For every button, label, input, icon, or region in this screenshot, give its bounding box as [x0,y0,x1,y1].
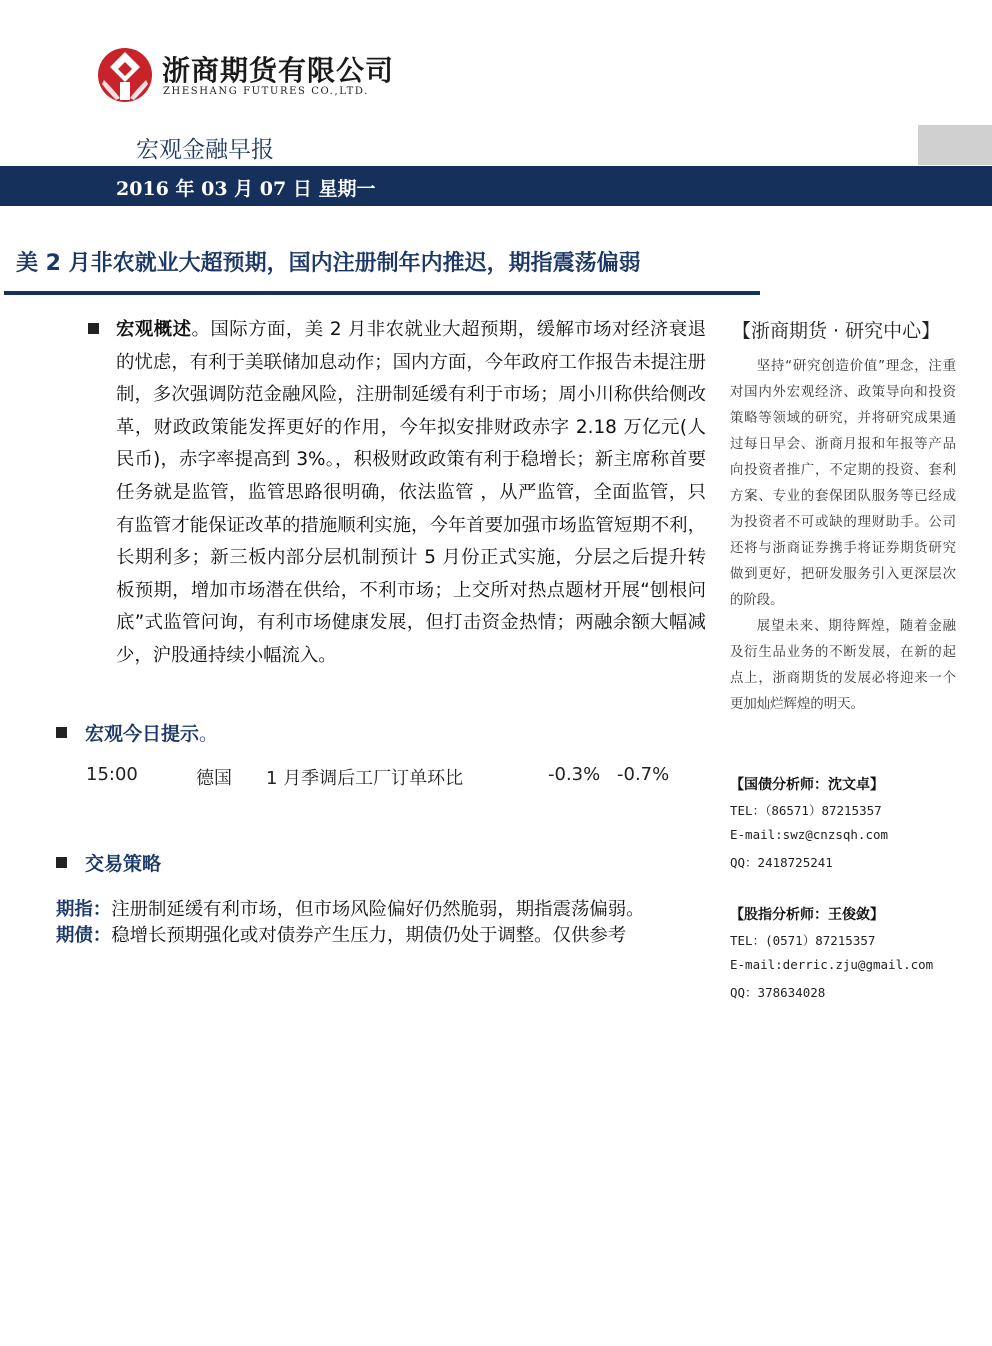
sidebar-paragraph: 展望未来、期待辉煌，随着金融及衍生品业务的不断发展，在新的起点上，浙商期货的发展必将迎来一个更加灿烂辉煌的明天。 [730,619,956,712]
calendar-row [0,764,700,792]
analyst-heading: 【国债分析师：沈文卓】 [730,777,884,793]
today-tips-suffix: 。 [199,723,219,745]
strategy-item [56,895,645,921]
headline: 美 2 月非农就业大超预期，国内注册制年内推迟，期指震荡偏弱 [16,251,641,276]
analyst-qq: QQ：378634028 [730,985,826,1000]
analyst-email[interactable]: E-mail:derric.zju@gmail.com [730,957,934,972]
strategy-title: 交易策略 [85,853,162,875]
calendar-time: 15:00 [86,764,138,785]
today-tips-title: 宏观今日提示 [85,723,200,745]
strategy-item-text: 稳增长预期强化或对债券产生压力，期债仍处于调整。仅供参考 [111,925,627,946]
bullet-square-icon [56,727,67,738]
strategy-item-text: 注册制延缓有利市场，但市场风险偏好仍然脆弱，期指震荡偏弱。 [111,899,645,920]
analyst-email[interactable]: E-mail:swz@cnzsqh.com [730,827,889,842]
macro-overview-text: 。国际方面，美 2 月非农就业大超预期，缓解市场对经济衰退的忧虑，有利于美联储加息动作；国内方面，今年政府工作报告未提注册制，多次强调防范金融风险，注册制延缓有利于市场；周小川称供给侧改革，财政政策能发挥更好的作用，今年拟安排财政赤字 2.18 万亿元(人民币)，赤字率提高到 3%。，积极财政政策有利于稳增长；新主席称首要任务就是监管，监管思路很明确，依法监管 ，从严监管，全面监管，只有监管才能保证改革的措施顺利实施，今年首要加强市场监管短期不利，长期利多；新三板内部分层机制预计 5 月份正式实施，分层之后提升转板预期，增加市场潜在供给，不利市场；上交所对热点题材开展“刨根问底”式监管问询，有利市场健康发展，但打击资金热情；两融余额大幅减少，沪股通持续小幅流入。 [116,319,706,666]
calendar-forecast: -0.7% [617,764,670,785]
sidebar-title: 【浙商期货 · 研究中心】 [732,320,941,342]
bullet-square-icon [88,323,99,334]
strategy-item [56,921,626,947]
calendar-previous: -0.3% [548,764,601,785]
strategy-heading [56,849,161,876]
calendar-event: 1 月季调后工厂订单环比 [266,768,464,789]
calendar-country: 德国 [196,768,232,789]
headline-divider [4,291,760,295]
report-title: 宏观金融早报 [136,137,274,163]
bullet-square-icon [56,857,67,868]
header-decoration [918,125,992,165]
report-date: 2016 年 03 月 07 日 星期一 [116,178,376,200]
macro-overview-paragraph [116,314,706,673]
analyst-tel: TEL：（86571）87215357 [730,803,882,818]
analyst-tel: TEL：(0571）87215357 [730,933,876,948]
analyst-heading: 【股指分析师：王俊敛】 [730,907,884,923]
analyst-qq: QQ：2418725241 [730,855,833,870]
sidebar-paragraph: 坚持“研究创造价值”理念，注重对国内外宏观经济、政策导向和投资策略等领域的研究，并将研究成果通过每日早会、浙商月报和年报等产品向投资者推广，不定期的投资、套利方案、专业的套保团队服务等已经成为投资者不可或缺的理财助手。公司还将与浙商证券携手将证券期货研究做到更好，把研发服务引入更深层次的阶段。 [730,359,956,608]
company-logo [96,46,154,104]
macro-overview-label: 宏观概述 [116,319,192,340]
company-name-en: ZHESHANG FUTURES CO.,LTD. [163,86,369,97]
strategy-item-label: 期债： [56,925,112,946]
strategy-item-label: 期指： [56,899,112,920]
today-tips-heading [56,719,218,746]
date-bar [0,166,992,206]
company-name-cn: 浙商期货有限公司 [162,54,395,87]
